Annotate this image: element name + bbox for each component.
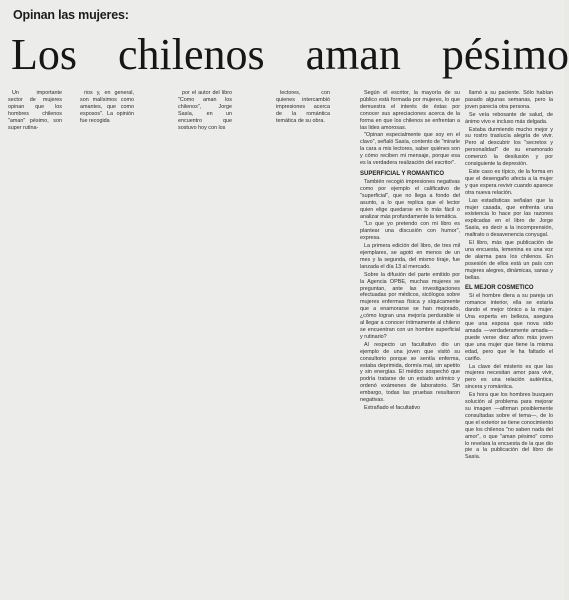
paragraph: La clave del misterio es que las mujeres necesitan amor para vivir, pero es una relación auténtica, sincera y romántica. [465, 363, 553, 391]
article-column-5 [360, 90, 460, 595]
paragraph: El libro, más que publicación de una encuesta, lemenina es una voz de alarma para los chilenos. En posesión de ellos está un país con mujeres alegres, dinámicas, sanas y bellas. [465, 240, 553, 281]
paragraph: Si el hombre diera a su pareja un romance interior, ella se estaría dando el mejor tónico a la mujer. Una experta en belleza, asegura que una esposa que nova sido amada —verdaderamente amada— puede verse diez años más joven que una mujer que tiene la misma edad, pero que le ha faltado el cariño. [465, 293, 553, 362]
article-kicker: Opinan las mujeres: [13, 8, 129, 22]
article-headline: Los chilenos aman pésimo [11, 30, 569, 79]
column-3-text: por el autor del libro "Como aman los chilenos", Jorge Sasía, en un encuentro que sostuvo hoy con los [178, 90, 232, 131]
subheading-superficial: SUPERFICIAL Y ROMANTICO [360, 170, 445, 177]
article-column-4 [276, 90, 330, 124]
paragraph: Las estadísticas señalan que la mujer casada, que enfrenta una existencia lo hace por las razones explicadas en el libro de Jorge Sasía, es decir a la incomprensión, maltrato o desavenencia conyugal. [465, 197, 553, 239]
paragraph: Es hora que los hombres busquen solución al problema para mejorar su imagen —afirman posiblemente consultadas sobre el tema—, de lo que el exterior se tiene conocimiento que los chilenos "no saben nada del amor", o que "aman pésimo" como lo revelara la encuesta de la que dio pie a la publicación del libro de Sasía. [465, 392, 553, 461]
subheading-cosmetico: EL MEJOR COSMETICO [465, 285, 534, 292]
article-column-3 [178, 90, 232, 131]
article-column-1 [8, 90, 62, 131]
paragraph: También recogió impresiones negativas como por ejemplo el calificativo de "superficial", que no llega a fondo del asunto, a lo que replica que el lector quien elige quedarse en lo más fácil o analizar más profundamente la temática. [360, 178, 460, 220]
paragraph: Según el escritor, la mayoría de su público está formada por mujeres, lo que demuestra el interés de éstas por conocer sus apreciaciones acerca de la forma en que los chilenos se enfrentan a las lides amorosas. [360, 90, 460, 131]
column-1-text: Un importante sector de mujeres opinan que los hombres chilenos "aman" pésimo, son super rutina- [8, 90, 62, 131]
paragraph: La primera edición del libro, de tres mil ejemplares, se agotó en menos de un mes y la segunda, del mismo tiraje, fue lanzada el día 13 al mercado. [360, 243, 460, 270]
paragraph: llamó a su paciente. Sólo habían pasado algunas semanas, pero la joven parecía otra persona. [465, 90, 553, 110]
paragraph: Sobre la difusión del parte emitido por la Agencia OPBE, muchas mujeres se preguntan, ante las investigaciones efectuadas por médicos, sicólogos sobre mujeres enfermas física y síquicamente que a enamorarse se han mejorado, ¿cómo logran una mejoría perdurable si al llegar a conocer íntimamente al chileno se encuentran con un hombre superficial y rutinario? [360, 271, 460, 340]
paragraph: Al respecto un facultativo dio un ejemplo de una joven que visitó su consultorio porque se sentía enferma, estaba deprimida, dormía mal, sin apetito y sin energías. El médico sospechó que podría tratarse de un estado anímico y ordenó exámenes de laboratorio. Sin embargo, todas las pruebas resultaron negativas. [360, 341, 460, 404]
paragraph: Se veía rebosante de salud, de ánimo vivo e incluso más delgada. [465, 111, 553, 125]
column-2-text: rios y, en general, son malísimos como amantes, que como esposos". La opinión fue recogida [80, 90, 134, 124]
paragraph: Extrañado el facultativo [364, 404, 421, 411]
article-column-6 [465, 90, 553, 595]
paragraph: "Lo que yo pretendo con mi libro es plantear una discusión con humor", expresa. [360, 221, 460, 242]
article-column-2 [80, 90, 134, 124]
paragraph: Estaba durmiendo mucho mejor y su rostro traslucía alegría de vivir. Pero al descubrir los "secretos y personalidad" de su enamorado comenzó la desilusión y por consiguiente la depresión. [465, 126, 553, 168]
paragraph: Este caso es típico, de la forma en que el desengaño afecta a la mujer y que espera revivir cuando aparece otra nueva relación. [465, 168, 553, 196]
paragraph: "Opinan especialmente que soy en el clavo", señaló Sasía, contento de "mirarle la cara a mis lectores, saber quiénes son y cómo reciben mi mensaje, porque esa es la verdadera realización del escritor". [360, 132, 460, 167]
column-4-text: lectores, con quienes intercambió impresiones acerca de la romántica temática de su obra. [276, 90, 330, 124]
